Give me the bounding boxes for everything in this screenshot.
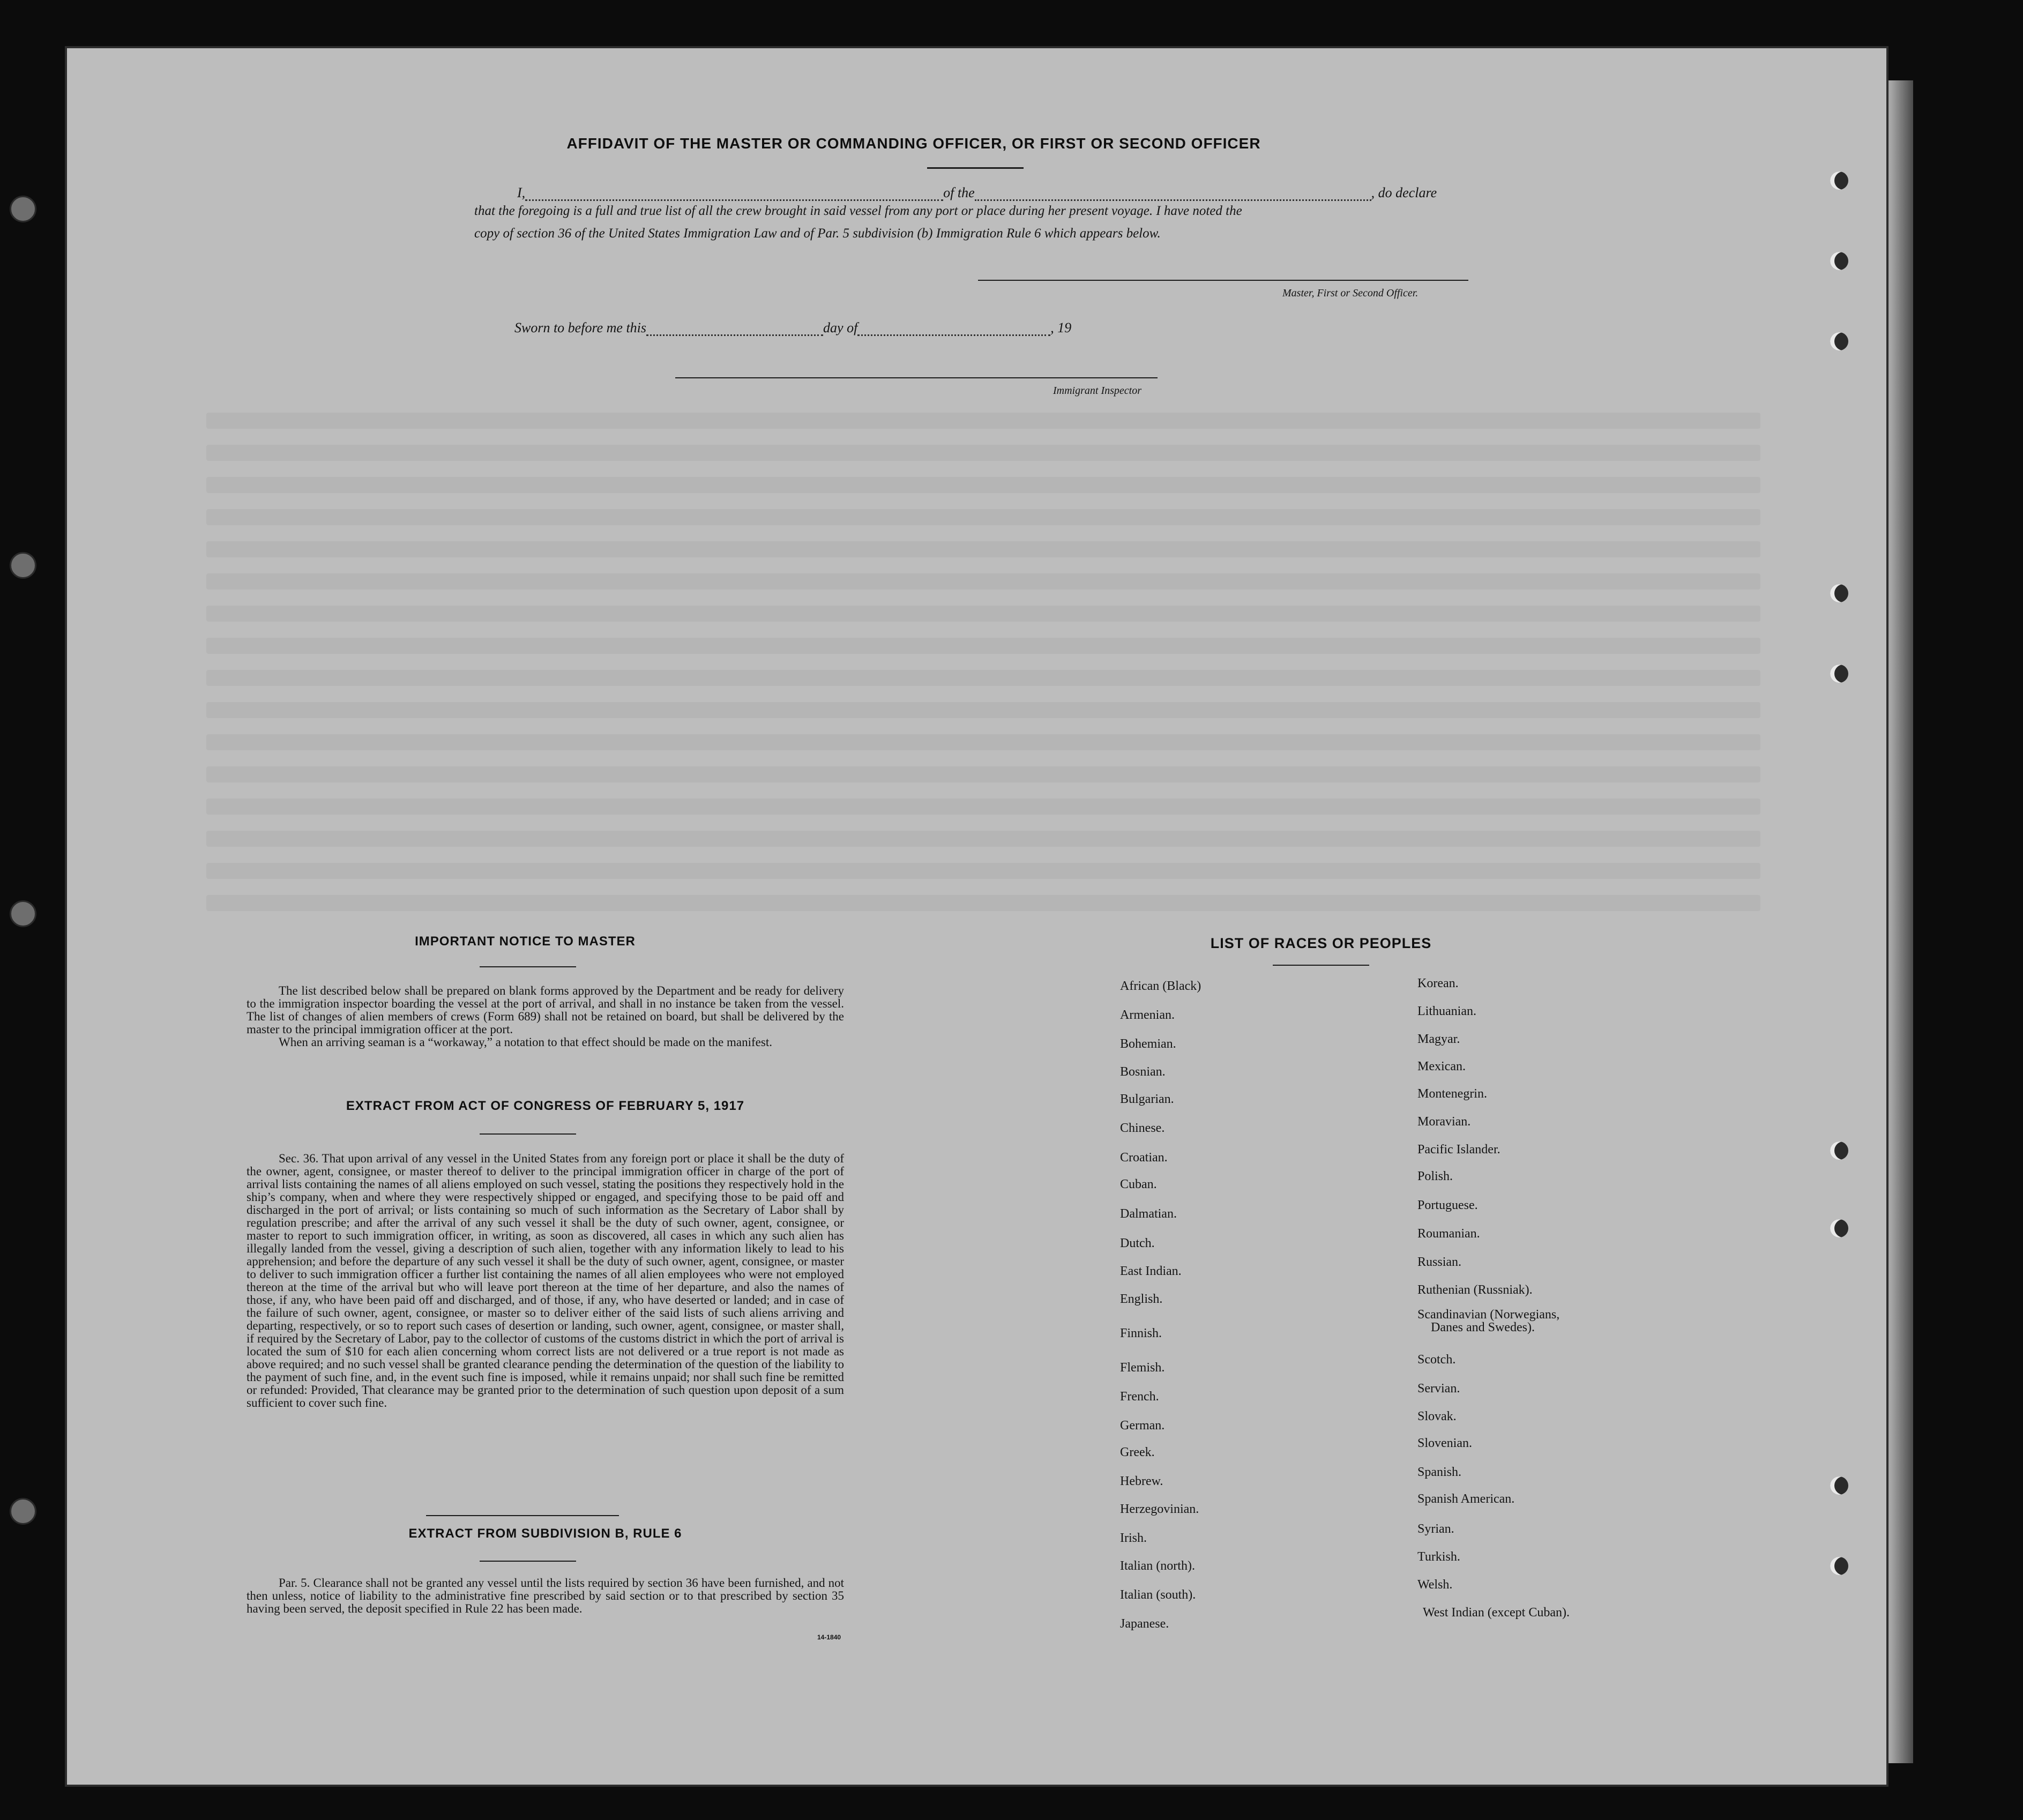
divider <box>927 167 1024 169</box>
race-item: East Indian. <box>1120 1264 1182 1278</box>
bleed-through <box>67 48 1886 1785</box>
divider <box>480 966 576 967</box>
punch-mark <box>1830 171 1848 190</box>
declare-do-declare: , do declare <box>1371 185 1437 200</box>
punch-mark <box>1830 584 1848 602</box>
race-item: Chinese. <box>1120 1121 1165 1135</box>
notice-paragraph-1: The list described below shall be prepared on blank forms approved by the Department and be ready for delivery to the immigration inspector boarding the vessel at the port of arrival, and shall in no instance be taken from the vessel. The list of changes of alien members of crews (Form 689) shall not be retained on board, but shall be delivered by the master to the principal immigration officer at the port. <box>247 984 844 1036</box>
race-item: German. <box>1120 1419 1165 1433</box>
par-5-text: Par. 5. Clearance shall not be granted any vessel until the lists required by section 36 have been furnished, and not then unless, notice of liability to the administrative fine prescribed by said section or to that prescribed by section 35 having been served, the deposit specified in Rule 22 has been made. <box>247 1576 844 1615</box>
race-item: Turkish. <box>1417 1550 1460 1564</box>
divider <box>1273 965 1369 966</box>
divider <box>480 1561 576 1562</box>
race-item: Roumanian. <box>1417 1227 1480 1241</box>
race-item: Korean. <box>1417 976 1459 990</box>
divider <box>480 1133 576 1135</box>
race-item: Japanese. <box>1120 1617 1169 1631</box>
race-item: Scotch. <box>1417 1353 1456 1367</box>
race-item: Scandinavian (Norwegians, <box>1417 1308 1560 1322</box>
race-item: Danes and Swedes). <box>1431 1321 1535 1334</box>
affidavit-body-2: copy of section 36 of the United States Immigration Law and of Par. 5 subdivision (b) Immigration Rule 6 which appears below. <box>474 226 1161 241</box>
race-item: Bulgarian. <box>1120 1092 1174 1106</box>
divider <box>426 1515 619 1516</box>
race-item: Herzegovinian. <box>1120 1502 1199 1516</box>
race-item: Slovenian. <box>1417 1436 1472 1450</box>
extract-act-text <box>247 1152 844 1409</box>
race-item: Cuban. <box>1120 1177 1157 1191</box>
master-signature-line[interactable] <box>978 280 1468 281</box>
punch-mark <box>1830 1557 1848 1575</box>
sworn-prefix: Sworn to before me this <box>514 320 647 335</box>
declare-i: I, <box>517 185 526 200</box>
race-item: Montenegrin. <box>1417 1087 1487 1101</box>
race-item: English. <box>1120 1292 1163 1306</box>
declare-line <box>517 185 1437 201</box>
inspector-signature-line[interactable] <box>675 377 1158 378</box>
punch-mark <box>1830 1476 1848 1495</box>
race-item: Finnish. <box>1120 1326 1162 1340</box>
name-field[interactable] <box>525 199 943 201</box>
race-item: Magyar. <box>1417 1032 1460 1046</box>
binder-hole <box>10 196 36 222</box>
race-item: Welsh. <box>1417 1578 1453 1592</box>
vessel-field[interactable] <box>975 199 1371 201</box>
affidavit-body-1: that the foregoing is a full and true list of all the crew brought in said vessel from any port or place during her present voyage. I have noted the <box>474 204 1242 218</box>
race-item: Mexican. <box>1417 1060 1466 1073</box>
sworn-month-field[interactable] <box>857 334 1050 336</box>
punch-mark <box>1830 1142 1848 1160</box>
race-item: Hebrew. <box>1120 1474 1163 1488</box>
punch-mark <box>1830 665 1848 683</box>
race-item: French. <box>1120 1390 1159 1404</box>
declare-of-the: of the <box>943 185 975 200</box>
extract-act-title: EXTRACT FROM ACT OF CONGRESS OF FEBRUARY 5, 1917 <box>346 1099 745 1113</box>
race-item: Italian (south). <box>1120 1588 1196 1602</box>
inspector-label: Immigrant Inspector <box>1053 385 1141 397</box>
binder-hole <box>10 900 36 927</box>
race-item: Flemish. <box>1120 1361 1165 1375</box>
master-signature-label: Master, First or Second Officer. <box>1282 287 1419 299</box>
section-36-text: Sec. 36. That upon arrival of any vessel in the United States from any foreign port or place it shall be the duty of the owner, agent, consignee, or master thereof to deliver to the principal immigration officer in charge of the port of arrival lists containing the names of all aliens employed on such vessel, stating the positions they respectively hold in the ship’s company, when and where they were respectively shipped or engaged, and specifying those to be paid off and discharged in the port of arrival; or lists containing so much of such information as the Secretary of Labor shall by regulation prescribe; and after the arrival of any such vessel it shall be the duty of such owner, agent, consignee, or master to report to such immigration officer, in writing, as soon as discovered, all cases in which any such alien has illegally landed from the vessel, giving a description of such alien, together with any information likely to lead to his apprehension; and before the departure of any such vessel it shall be the duty of such owner, agent, consignee, or master to deliver to such immigration officer a further list containing the names of all alien employees who were not employed thereon at the time of the arrival but who will leave port thereon at the time of her departure, and also the names of those, if any, who have been paid off and discharged, and of those, if any, who have deserted or landed; and in case of the failure of such owner, agent, consignee, or master so to deliver either of the said lists of such aliens arriving and departing, respectively, or so to report such cases of desertion or landing, such owner, agent, consignee, or master shall, if required by the Secretary of Labor, pay to the collector of customs of the customs district in which the port of arrival is located the sum of $10 for each alien concerning whom correct lists are not delivered or a true report is not made as above required; and no such vessel shall be granted clearance pending the determination of the question of the liability to the payment of such fine, and, in the event such fine is imposed, while it remains unpaid; nor shall such fine be remitted or refunded: Provided, That clearance may be granted prior to the determination of such question upon deposit of a sum sufficient to cover such fine. <box>247 1152 844 1409</box>
form-number: 14-1840 <box>817 1633 841 1641</box>
notice-title: IMPORTANT NOTICE TO MASTER <box>415 934 636 949</box>
race-item: Lithuanian. <box>1417 1004 1476 1018</box>
sworn-day-field[interactable] <box>646 334 823 336</box>
notice-text <box>247 984 844 1049</box>
race-item: Portuguese. <box>1417 1198 1478 1212</box>
affidavit-title: AFFIDAVIT OF THE MASTER OR COMMANDING OFFICER, OR FIRST OR SECOND OFFICER <box>566 135 1261 152</box>
race-item: Croatian. <box>1120 1151 1168 1165</box>
race-item: Bosnian. <box>1120 1065 1166 1079</box>
race-item: Pacific Islander. <box>1417 1143 1501 1157</box>
binder-hole <box>10 552 36 579</box>
race-item: Polish. <box>1417 1169 1453 1183</box>
binder-hole <box>10 1498 36 1525</box>
document-page <box>67 48 1886 1785</box>
race-item: Spanish American. <box>1417 1492 1515 1506</box>
race-item: Syrian. <box>1417 1522 1454 1536</box>
race-item: Bohemian. <box>1120 1037 1176 1051</box>
punch-mark <box>1830 252 1848 270</box>
race-item: Slovak. <box>1417 1409 1457 1423</box>
extract-rule-title: EXTRACT FROM SUBDIVISION B, RULE 6 <box>408 1526 682 1541</box>
race-item: Servian. <box>1417 1382 1460 1396</box>
punch-mark <box>1830 332 1848 350</box>
race-item: Ruthenian (Russniak). <box>1417 1283 1533 1297</box>
sworn-line <box>514 320 1071 336</box>
punch-mark <box>1830 1219 1848 1237</box>
race-item: Spanish. <box>1417 1465 1462 1479</box>
extract-rule-text <box>247 1577 844 1615</box>
race-item: African (Black) <box>1120 979 1201 993</box>
race-item: Russian. <box>1417 1255 1462 1269</box>
sworn-day-of: day of <box>823 320 858 335</box>
race-item: Moravian. <box>1417 1115 1471 1129</box>
race-item: Greek. <box>1120 1445 1155 1459</box>
race-item: West Indian (except Cuban). <box>1423 1606 1570 1620</box>
sworn-year: , 19 <box>1050 320 1072 335</box>
race-item: Armenian. <box>1120 1008 1175 1022</box>
race-item: Italian (north). <box>1120 1559 1195 1573</box>
races-title: LIST OF RACES OR PEOPLES <box>1210 935 1432 951</box>
race-item: Dutch. <box>1120 1236 1155 1250</box>
race-item: Irish. <box>1120 1531 1147 1545</box>
race-item: Dalmatian. <box>1120 1207 1177 1221</box>
notice-paragraph-2: When an arriving seaman is a “workaway,” a notation to that effect should be made on the manifest. <box>279 1035 772 1049</box>
